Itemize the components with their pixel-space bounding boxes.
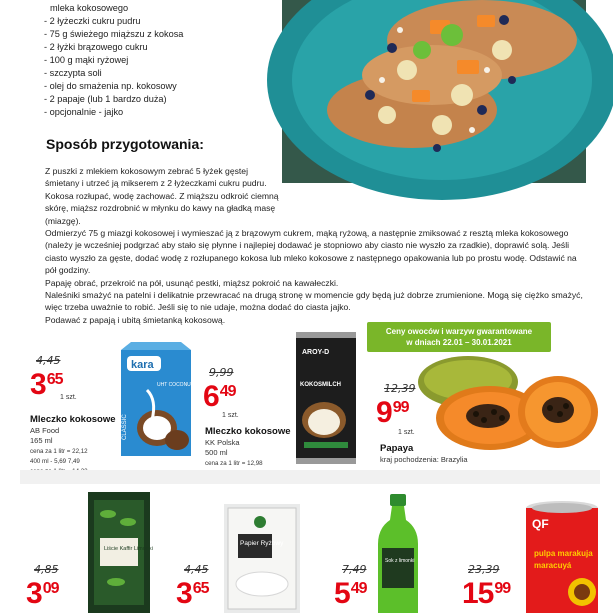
promo-banner	[367, 322, 551, 352]
new-price	[203, 382, 235, 412]
ingredient-item: - opcjonalnie - jajko	[44, 107, 124, 117]
price-integer: 6	[203, 380, 219, 413]
price-integer: 15	[462, 577, 494, 610]
new-price	[462, 579, 510, 609]
pack-brand-text: kara	[131, 359, 154, 371]
product-name: Mleczko kokosowe	[30, 414, 116, 425]
ingredient-item: - 75 g świeżego miąższu z kokosa	[44, 29, 184, 39]
pack-label-text: Liście Kaffir Limonki	[104, 546, 153, 552]
kaffir-leaves-pack-image	[88, 492, 153, 613]
old-price: 4,45	[36, 354, 61, 367]
product-size: 500 ml	[205, 448, 228, 457]
lime-juice-bottle-image	[376, 494, 420, 613]
pack-label-text: Papier Ryżowy	[240, 540, 284, 547]
old-price: 4,45	[184, 563, 209, 576]
price-decimal: 49	[219, 383, 236, 400]
pack-side-text: CLASSIC	[122, 414, 128, 440]
can-label-text: KOKOSMILCH	[300, 382, 341, 388]
pancake-plate-image	[282, 0, 586, 183]
price-decimal: 99	[494, 580, 511, 597]
section-divider	[20, 470, 600, 484]
old-price: 4,85	[34, 563, 59, 576]
recipe-photo	[282, 0, 586, 183]
ingredient-item: mleka kokosowego	[50, 3, 129, 13]
ingredient-item: - 2 łyżeczki cukru pudru	[44, 16, 141, 26]
method-text	[45, 165, 585, 326]
pack-label-text: UHT COCONUT MILK	[157, 382, 207, 388]
method-paragraph: Podawać z papają i ubitą śmietanką kokosową.	[45, 314, 226, 325]
can-brand-text: AROY-D	[302, 349, 330, 356]
product-name: Mleczko kokosowe	[205, 426, 291, 437]
product-brand: KK Polska	[205, 438, 240, 447]
price-decimal: 09	[42, 580, 59, 597]
method-paragraph: Naleśniki smażyć na patelni i delikatnie przewracać na drugą stronę w momencie gdy będą już dobrze zrumienione. Mogą się ciężko smażyć, więc trzeba uważnie to robić. Jeśli się to nie udaje, można dodać do ciasta jajko.	[45, 290, 583, 313]
product-brand: AB Food	[30, 426, 60, 435]
old-price: 9,99	[209, 366, 234, 379]
price-integer: 3	[176, 577, 192, 610]
papaya-image	[418, 352, 600, 456]
ingredient-item: - 2 papaje (lub 1 bardzo duża)	[44, 94, 167, 104]
new-price	[26, 579, 58, 609]
new-price	[376, 398, 408, 428]
price-decimal: 65	[46, 371, 63, 388]
ingredient-item: - szczypta soli	[44, 68, 102, 78]
price-unit: 1 szt.	[398, 429, 415, 436]
method-paragraph: Papaję obrać, przekroić na pół, usunąć pestki, miąższ pokroić na kawałeczki.	[45, 277, 339, 288]
new-price	[334, 579, 366, 609]
old-price: 23,39	[468, 563, 500, 576]
promo-line-2: w dniach 22.01 – 30.01.2021	[406, 338, 512, 347]
new-price	[176, 579, 208, 609]
price-decimal: 49	[350, 580, 367, 597]
old-price: 12,39	[384, 382, 416, 395]
price-per-litre: cena za 1 litr = 22,12	[30, 448, 88, 455]
jar-brand-text: QF	[532, 517, 549, 531]
jar-label-2-text: maracuyá	[534, 561, 572, 570]
price-decimal: 99	[392, 399, 409, 416]
alt-size-price: 400 ml - 5,69 7,49	[30, 458, 80, 465]
price-decimal: 65	[192, 580, 209, 597]
ingredient-item: - 100 g mąki ryżowej	[44, 55, 129, 65]
price-per-litre: cena za 1 litr = 12,98	[205, 460, 263, 467]
price-integer: 9	[376, 396, 392, 429]
price-integer: 3	[30, 368, 46, 401]
ingredients-list	[44, 2, 284, 119]
old-price: 7,49	[342, 563, 367, 576]
promo-line-1: Ceny owoców i warzyw gwarantowane	[385, 327, 533, 336]
new-price	[30, 370, 62, 400]
price-integer: 3	[26, 577, 42, 610]
method-paragraph: Z puszki z mlekiem kokosowym zebrać 5 łyżek gęstej śmietany i utrzeć ją mikserem z 2 łyżeczkami cukru pudru. Kokosa rozłupać, wodę zachować. Z miąższu odkroić ciemną skórę, miąższ rozdrobnić w młynku do kawy na gładką masę (miazgę).	[45, 166, 279, 226]
jar-label-text: pulpa marakuja	[534, 549, 593, 558]
price-unit: 1 szt.	[222, 412, 239, 419]
product-size: 165 ml	[30, 436, 53, 445]
method-title: Sposób przygotowania:	[46, 136, 204, 152]
aroyd-can-image	[294, 330, 358, 466]
method-paragraph: Odmierzyć 75 g miazgi kokosowej i wymieszać ją z brązowym cukrem, mąką ryżową, a następnie zmiksować z resztą mleka kokosowego (należy je wcześniej podgrzać aby stało się płynne i najlepiej dodawać je stopniowo aby ciasto nie wyszło za rzadkie), doprawić solą. Jeśli ciasto wyszło za gęste, dodać wodę z rozłupanego kokosa lub mleko kokosowe z następnego opakowania lub po prostu wodę. Odstawić na pół godziny.	[45, 228, 577, 276]
kara-pack-image	[117, 340, 207, 458]
bottle-label-text: Sok z limonki	[385, 558, 415, 564]
price-unit: 1 szt.	[60, 394, 77, 401]
rice-paper-pack-image	[224, 504, 300, 613]
product-origin: kraj pochodzenia: Brazylia	[380, 455, 468, 464]
ingredient-item: - olej do smażenia np. kokosowy	[44, 81, 177, 91]
passion-fruit-jar-image	[524, 500, 600, 613]
product-name: Papaya	[380, 443, 414, 454]
ingredient-item: - 2 łyżki brązowego cukru	[44, 42, 148, 52]
price-integer: 5	[334, 577, 350, 610]
